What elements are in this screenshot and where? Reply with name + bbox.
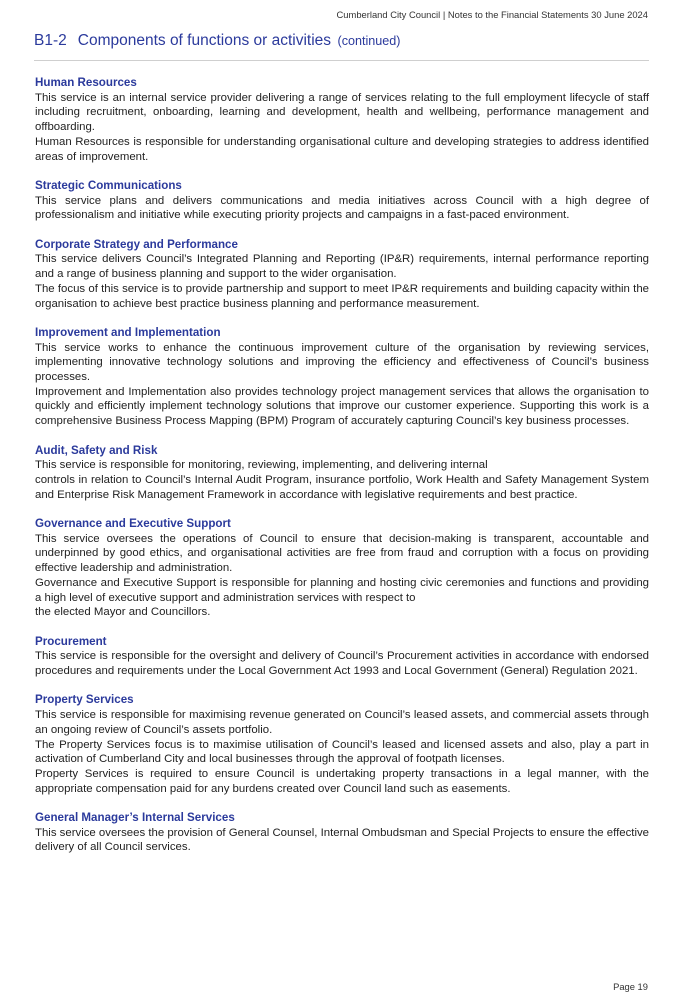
section-title <box>34 32 401 50</box>
section-number: B1-2 <box>34 32 67 49</box>
service-section <box>35 811 649 855</box>
service-paragraph <box>35 826 649 855</box>
service-paragraph <box>35 708 649 737</box>
paragraph-text: The Property Services focus is to maximise utilisation of Council’s leased and licensed assets and also, play a part in activation of Cumberland City and local businesses through the approval of footpath licenses. <box>35 738 649 766</box>
service-heading: Corporate Strategy and Performance <box>35 237 238 251</box>
service-section <box>35 517 649 620</box>
paragraph-text: This service oversees the operations of Council to ensure that decision-making is transparent, accountable and underpinned by good ethics, and organisational activities are free from fraud and corruption with a focus on providing effective leadership and administration. <box>35 532 649 575</box>
service-paragraph <box>35 576 649 620</box>
paragraph-text: Governance and Executive Support is responsible for planning and hosting civic ceremonies and functions and providing a high level of executive support and administration services with respect to <box>35 576 649 604</box>
service-paragraph <box>35 767 649 796</box>
service-paragraph <box>35 649 649 678</box>
service-heading: Procurement <box>35 634 107 648</box>
paragraph-text: This service delivers Council’s Integrated Planning and Reporting (IP&R) requirements, internal performance reporting and a range of business planning and support to the wider organisation. <box>35 253 649 281</box>
service-paragraph <box>35 91 649 135</box>
continued-label: (continued) <box>337 34 401 48</box>
paragraph-text: This service is responsible for the oversight and delivery of Council’s Procurement activities in accordance with endorsed procedures and requirements under the Local Government Act 1993 and Local Government (General) Regulation 2021. <box>35 650 649 678</box>
section-name: Components of functions or activities <box>77 32 332 49</box>
service-section <box>35 179 649 223</box>
paragraph-text: This service is responsible for maximising revenue generated on Council’s leased assets, and commercial assets through an ongoing review of Council’s assets portfolio. <box>35 709 649 736</box>
service-section <box>35 326 649 429</box>
service-paragraph <box>35 282 649 311</box>
service-paragraph <box>35 341 649 385</box>
service-heading: Strategic Communications <box>35 178 182 192</box>
service-heading: General Manager’s Internal Services <box>35 811 235 825</box>
service-heading: Improvement and Implementation <box>35 325 221 339</box>
paragraph-text: This service plans and delivers communications and media initiatives across Council with a high degree of professionalism and initiative while executing priority projects and campaigns in a fast-paced environment. <box>35 194 649 222</box>
paragraph-text: This service is responsible for monitoring, reviewing, implementing, and delivering internal <box>35 459 488 472</box>
service-heading: Audit, Safety and Risk <box>35 443 158 457</box>
page-number: Page 19 <box>613 981 648 992</box>
paragraph-text: This service is an internal service provider delivering a range of services relating to the full employment lifecycle of staff including recruitment, onboarding, learning and development, health and wellbeing, performance management and offboarding. <box>35 91 649 134</box>
paragraph-text: Human Resources is responsible for understanding organisational culture and developing strategies to address identified areas of improvement. <box>35 135 649 163</box>
service-section <box>35 238 649 312</box>
header-divider <box>34 60 649 61</box>
service-paragraph <box>35 385 649 429</box>
service-heading: Governance and Executive Support <box>35 517 231 531</box>
service-section <box>35 693 649 796</box>
paragraph-text: This service oversees the provision of General Counsel, Internal Ombudsman and Special Projects to ensure the effective delivery of all Council services. <box>35 826 649 854</box>
service-heading: Property Services <box>35 693 134 707</box>
paragraph-text: the elected Mayor and Councillors. <box>35 606 211 619</box>
running-header: Cumberland City Council | Notes to the Financial Statements 30 June 2024 <box>336 9 648 20</box>
paragraph-text: This service works to enhance the continuous improvement culture of the organisation by reviewing services, implementing innovative technology solutions and improving the efficiency and effectiveness of Council’s business processes. <box>35 341 649 384</box>
paragraph-text: The focus of this service is to provide partnership and support to meet IP&R requirements and building capacity within the organisation to achieve best practice business planning and performance measurement. <box>35 282 649 310</box>
service-paragraph <box>35 194 649 223</box>
service-paragraph <box>35 458 649 502</box>
document-body <box>35 76 649 870</box>
service-section <box>35 444 649 503</box>
service-heading: Human Resources <box>35 76 137 89</box>
service-section <box>35 635 649 679</box>
paragraph-text: Property Services is required to ensure Council is undertaking property transactions in a legal manner, with the appropriate compensation paid for any burdens created over Council land such as easements. <box>35 767 649 795</box>
service-paragraph <box>35 532 649 576</box>
service-paragraph <box>35 135 649 164</box>
service-paragraph <box>35 738 649 767</box>
service-section <box>35 76 649 164</box>
paragraph-text: Improvement and Implementation also provides technology project management services that allows the organisation to quickly and efficiently implement technology solutions that improve our customer experience. Supporting this work is a comprehensive Business Process Mapping (BPM) Program of accurately capturing Council’s key business processes. <box>35 385 649 428</box>
service-paragraph <box>35 252 649 281</box>
paragraph-text: controls in relation to Council’s Internal Audit Program, insurance portfolio, Work Health and Safety Management System and Enterprise Risk Management Framework in accordance with legislative requirements and best practice. <box>35 473 649 501</box>
